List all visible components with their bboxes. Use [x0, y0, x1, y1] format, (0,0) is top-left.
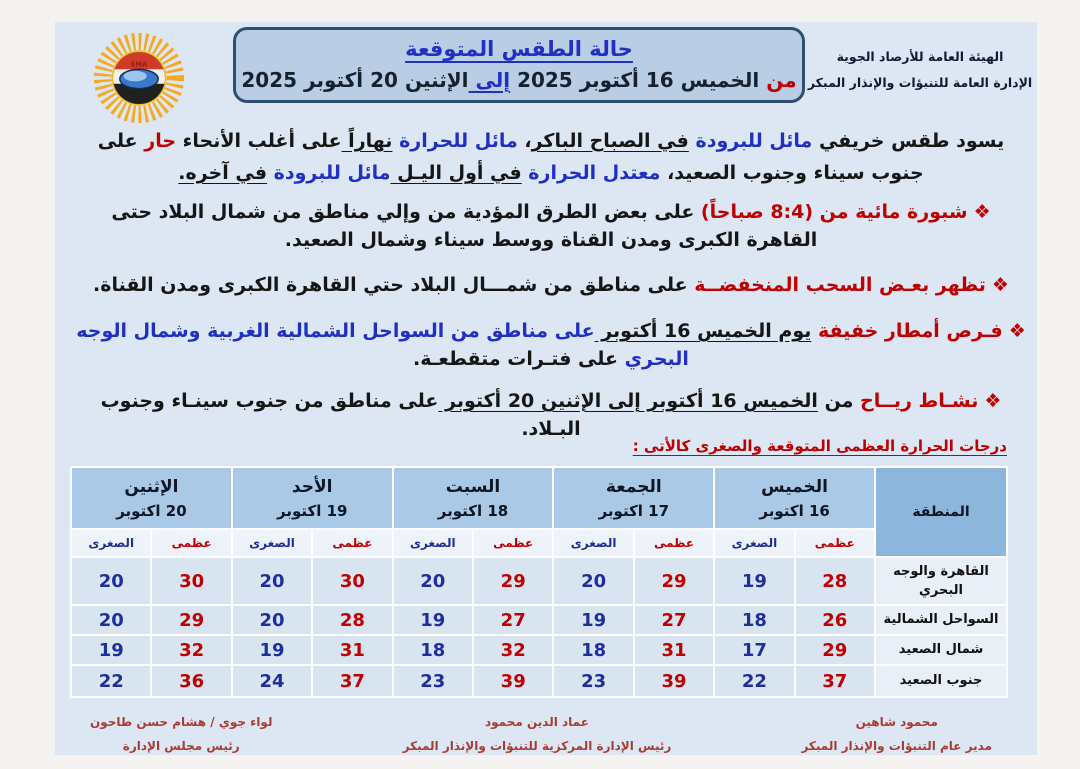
day-header-monday: الإثنين 20 اكتوبر	[71, 467, 232, 529]
signature-name: لواء جوي / هشام حسن طاحون	[90, 715, 273, 729]
temp-max-cell: 29	[473, 557, 553, 605]
temp-max-cell: 39	[473, 665, 553, 697]
temp-max-cell: 37	[312, 665, 392, 697]
min-label: الصغرى	[71, 529, 151, 557]
bullet-fog: ❖شبورة مائية من (8:4 صباحاً) على بعض الطرق المؤدية من وإلي مناطق من شمال البلاد حتى القاهرة الكبرى ومدن القناة ووسط سيناء وشمال الصعيد.	[111, 201, 991, 251]
region-cell: السواحل الشمالية	[875, 605, 1007, 635]
logo-text: EMA	[130, 60, 148, 69]
day-header-friday: الجمعة 17 اكتوبر	[553, 467, 714, 529]
date-range	[236, 68, 802, 92]
temp-max-cell: 31	[312, 635, 392, 665]
bullet-diamond-icon: ❖	[1008, 320, 1026, 342]
temp-max-cell: 31	[634, 635, 714, 665]
temperature-table	[70, 466, 1008, 698]
temp-min-cell: 19	[393, 605, 473, 635]
date-from: الخميس 16 أكتوبر 2025	[510, 68, 760, 92]
bullet-wind-activity: ❖نشـاط ريــاح من الخميس 16 أكتوبر إلى الإثنين 20 أكتوبر على مناطق من جنوب سينـاء وجنوب البـلاد.	[100, 390, 1002, 440]
page-title: حالة الطقس المتوقعة	[405, 37, 633, 61]
temp-min-cell: 20	[393, 557, 473, 605]
temp-max-cell: 37	[795, 665, 875, 697]
temp-min-cell: 18	[714, 605, 794, 635]
signature-title: رئيس مجلس الإدارة	[122, 739, 240, 753]
temp-min-cell: 20	[232, 605, 312, 635]
max-label: عظمى	[795, 529, 875, 557]
temp-min-cell: 22	[714, 665, 794, 697]
temp-min-cell: 19	[71, 635, 151, 665]
weather-bulletin-document	[55, 22, 1037, 755]
temp-max-cell: 32	[473, 635, 553, 665]
temp-min-cell: 23	[393, 665, 473, 697]
signature-title: مدير عام التنبؤات والإنذار المبكر	[801, 739, 992, 753]
temp-max-cell: 30	[151, 557, 231, 605]
temp-max-cell: 39	[634, 665, 714, 697]
min-label: الصغرى	[553, 529, 633, 557]
temp-min-cell: 24	[232, 665, 312, 697]
max-label: عظمى	[151, 529, 231, 557]
table-row-north-coasts	[71, 605, 1007, 635]
bullet-low-clouds: ❖تظهر بعـض السحب المنخفضــة على مناطق من شمـــال البلاد حتي القاهرة الكبرى ومدن القناة.	[93, 274, 1009, 296]
temp-max-cell: 29	[634, 557, 714, 605]
signature-title: رئيس الإدارة المركزية للتنبؤات والإنذار المبكر	[402, 739, 672, 753]
temp-max-cell: 27	[473, 605, 553, 635]
region-column-header: المنطقة	[875, 467, 1007, 557]
bullet-diamond-icon: ❖	[991, 274, 1009, 296]
region-cell: شمال الصعيد	[875, 635, 1007, 665]
temp-min-cell: 19	[232, 635, 312, 665]
temp-max-cell: 30	[312, 557, 392, 605]
title-box	[233, 27, 805, 103]
temp-max-cell: 36	[151, 665, 231, 697]
signature-name: عماد الدين محمود	[485, 715, 589, 729]
weather-summary-paragraph: يسود طقس خريفي مائل للبرودة في الصباح الباكر، مائل للحرارة نهاراً على أغلب الأنحاء حار على جنوب سيناء وجنوب الصعيد، معتدل الحرارة في أول اليـل مائل للبرودة في آخره.	[97, 130, 1005, 184]
table-row-south-upper-egypt	[71, 665, 1007, 697]
bullet-light-rain: ❖فـرص أمطار خفيفة يوم الخميس 16 أكتوبر على مناطق من السواحل الشمالية الغربية وشمال الوجه البحري على فتـرات متقطعـة.	[76, 320, 1026, 370]
temp-max-cell: 28	[795, 557, 875, 605]
date-from-word: من	[759, 68, 797, 92]
temp-min-cell: 19	[714, 557, 794, 605]
temp-max-cell: 29	[151, 605, 231, 635]
table-caption: درجات الحرارة العظمى المتوقعة والصغرى كالأتى :	[632, 437, 1007, 455]
signatures-footer	[90, 710, 992, 758]
org-department: الإدارة العامة للتنبؤات والإنذار المبكر	[807, 75, 1033, 91]
day-header-thursday: الخميس 16 اكتوبر	[714, 467, 875, 529]
day-header-saturday: السبت 18 اكتوبر	[393, 467, 554, 529]
min-label: الصغرى	[393, 529, 473, 557]
org-name: الهيئة العامة للأرصاد الجوية	[836, 49, 1004, 64]
region-cell: القاهرة والوجه البحري	[875, 557, 1007, 605]
signature-forecast-director	[801, 710, 992, 758]
temp-min-cell: 19	[553, 605, 633, 635]
temp-min-cell: 20	[71, 557, 151, 605]
temp-min-cell: 20	[71, 605, 151, 635]
signature-name: محمود شاهين	[855, 715, 938, 729]
temp-min-cell: 22	[71, 665, 151, 697]
temp-max-cell: 29	[795, 635, 875, 665]
date-to-word: إلى	[468, 68, 511, 92]
temperature-table-wrapper	[72, 466, 1008, 698]
max-label: عظمى	[473, 529, 553, 557]
temp-max-cell: 27	[634, 605, 714, 635]
table-row-cairo-delta	[71, 557, 1007, 605]
temp-max-cell: 32	[151, 635, 231, 665]
temp-min-cell: 20	[553, 557, 633, 605]
temp-max-cell: 26	[795, 605, 875, 635]
day-header-sunday: الأحد 19 اكتوبر	[232, 467, 393, 529]
date-to: الإثنين 20 أكتوبر 2025	[241, 68, 469, 92]
temp-max-cell: 28	[312, 605, 392, 635]
min-label: الصغرى	[232, 529, 312, 557]
organization-block	[807, 44, 1033, 97]
max-label: عظمى	[312, 529, 392, 557]
max-label: عظمى	[634, 529, 714, 557]
signature-board-chairman	[90, 710, 272, 758]
temp-min-cell: 23	[553, 665, 633, 697]
temp-min-cell: 20	[232, 557, 312, 605]
signature-central-admin-head	[403, 710, 672, 758]
min-label: الصغرى	[714, 529, 794, 557]
bullet-diamond-icon: ❖	[984, 390, 1002, 412]
ema-sun-logo	[91, 30, 187, 126]
temp-min-cell: 17	[714, 635, 794, 665]
bullet-diamond-icon: ❖	[973, 201, 991, 223]
temp-min-cell: 18	[393, 635, 473, 665]
temp-min-cell: 18	[553, 635, 633, 665]
table-row-north-upper-egypt	[71, 635, 1007, 665]
region-cell: جنوب الصعيد	[875, 665, 1007, 697]
